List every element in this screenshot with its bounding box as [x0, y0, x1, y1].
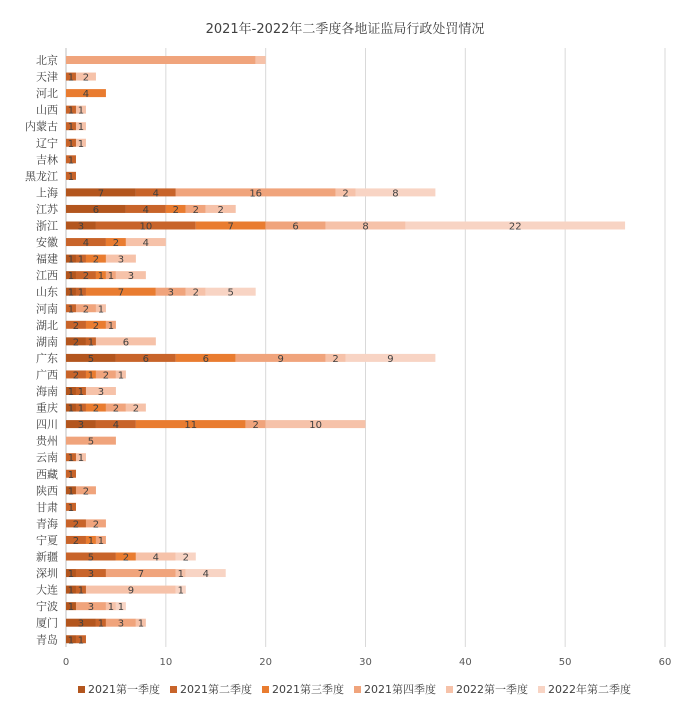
data-label: 3	[97, 387, 105, 398]
y-tick-label: 山西	[36, 103, 58, 117]
data-label: 4	[152, 552, 160, 564]
data-label: 1	[77, 254, 85, 266]
legend-label: 2021第一季度	[88, 683, 160, 696]
y-tick-label: 云南	[36, 451, 58, 465]
y-tick-label: 甘肃	[36, 500, 58, 514]
data-label: 3	[87, 602, 95, 614]
data-label: 2	[112, 238, 120, 250]
y-tick-label: 山东	[36, 285, 58, 299]
data-label: 1	[77, 453, 85, 465]
data-label: 5	[87, 436, 95, 448]
data-label: 1	[77, 105, 85, 117]
data-label: 2	[217, 204, 224, 216]
data-label: 5	[227, 287, 234, 299]
data-label: 6	[292, 221, 299, 233]
legend-swatch	[538, 686, 545, 693]
data-label: 1	[177, 585, 184, 597]
y-tick-label: 宁波	[36, 600, 58, 614]
data-label: 7	[97, 188, 105, 200]
data-label: 1	[67, 585, 75, 597]
data-label: 1	[77, 287, 85, 299]
data-label: 1	[67, 486, 75, 498]
data-label: 1	[67, 105, 75, 117]
data-label: 1	[67, 72, 75, 84]
x-tick-label: 60	[658, 657, 672, 668]
data-label: 1	[67, 502, 75, 514]
legend-label: 2021第四季度	[364, 683, 436, 696]
data-label: 1	[77, 387, 85, 398]
data-label: 2	[122, 552, 130, 564]
data-label: 1	[67, 138, 75, 150]
data-label: 1	[67, 602, 75, 614]
y-tick-label: 厦门	[36, 616, 58, 630]
data-label: 7	[117, 287, 125, 299]
data-label: 4	[112, 420, 120, 432]
y-tick-label: 内蒙古	[25, 120, 58, 134]
y-tick-label: 安徽	[36, 236, 58, 250]
data-label: 1	[67, 304, 75, 316]
data-label: 1	[77, 585, 85, 597]
data-label: 2	[132, 403, 140, 415]
data-label: 1	[67, 254, 75, 266]
y-tick-label: 陕西	[36, 484, 58, 498]
data-label: 2	[332, 353, 339, 365]
data-label: 1	[67, 271, 75, 283]
y-tick-label: 青岛	[36, 633, 58, 647]
data-label: 1	[107, 320, 115, 332]
data-label: 1	[67, 171, 75, 183]
legend-label: 2022第一季度	[456, 683, 528, 696]
y-tick-label: 河南	[36, 302, 58, 316]
y-tick-label: 贵州	[36, 434, 58, 448]
data-label: 5	[87, 353, 95, 365]
data-label: 2	[192, 204, 199, 216]
data-label: 10	[139, 221, 153, 233]
data-label: 9	[277, 353, 284, 365]
data-label: 2	[72, 337, 80, 349]
y-tick-label: 福建	[36, 252, 58, 266]
data-label: 1	[67, 635, 75, 647]
data-label: 2	[82, 486, 90, 498]
data-label: 2	[72, 535, 80, 547]
y-tick-label: 广东	[36, 351, 58, 365]
data-label: 1	[67, 387, 75, 398]
data-label: 8	[362, 221, 369, 233]
x-tick-label: 0	[62, 657, 70, 668]
data-label: 1	[67, 469, 75, 481]
y-tick-label: 新疆	[36, 550, 58, 564]
legend-label: 2022年第二季度	[548, 683, 631, 696]
data-label: 1	[117, 602, 125, 614]
data-label: 1	[87, 535, 95, 547]
data-label: 1	[67, 122, 75, 134]
y-tick-label: 河北	[36, 87, 58, 101]
data-label: 2	[192, 287, 199, 299]
legend-label: 2021第三季度	[272, 683, 344, 696]
data-label: 4	[142, 204, 150, 216]
data-label: 9	[127, 585, 135, 597]
data-label: 1	[77, 138, 85, 150]
data-label: 2	[342, 188, 349, 200]
y-tick-label: 上海	[36, 186, 58, 200]
legend-label: 2021第二季度	[180, 683, 252, 696]
y-tick-label: 江苏	[36, 202, 58, 216]
legend	[78, 682, 631, 696]
data-label: 2	[172, 204, 180, 216]
data-label: 1	[117, 370, 125, 382]
data-label: 1	[67, 569, 75, 581]
data-label: 4	[152, 188, 160, 200]
data-label: 2	[72, 519, 80, 531]
data-label: 3	[117, 618, 125, 630]
data-label: 1	[177, 569, 184, 581]
y-tick-label: 湖北	[36, 318, 58, 332]
legend-swatch	[78, 686, 85, 693]
data-label: 2	[72, 320, 80, 332]
legend-swatch	[446, 686, 453, 693]
data-label: 8	[392, 188, 399, 200]
data-label: 3	[127, 271, 135, 283]
data-label: 2	[82, 304, 90, 316]
data-label: 7	[137, 569, 145, 581]
data-label: 2	[112, 403, 120, 415]
x-tick-label: 50	[558, 657, 572, 668]
data-label: 3	[117, 254, 125, 266]
data-label: 1	[77, 403, 85, 415]
y-tick-label: 深圳	[36, 567, 58, 581]
data-label: 2	[102, 370, 110, 382]
bars	[66, 56, 625, 643]
y-tick-label: 辽宁	[36, 136, 58, 150]
data-label: 1	[67, 287, 75, 299]
data-label: 2	[92, 519, 100, 531]
y-axis-ticks	[25, 53, 59, 646]
data-label: 3	[87, 569, 95, 581]
y-tick-label: 北京	[36, 54, 58, 67]
data-label: 10	[309, 420, 322, 432]
y-tick-label: 浙江	[36, 219, 58, 233]
bar-segment	[66, 56, 256, 64]
y-tick-label: 重庆	[36, 401, 58, 415]
y-tick-label: 大连	[36, 583, 58, 597]
data-label: 2	[82, 72, 90, 84]
y-tick-label: 黑龙江	[25, 169, 58, 183]
data-label: 4	[202, 569, 209, 581]
legend-swatch	[170, 686, 177, 693]
data-label: 2	[92, 254, 100, 266]
data-label: 3	[77, 420, 85, 432]
bar-segment	[256, 56, 266, 64]
data-label: 6	[122, 337, 130, 349]
data-label: 2	[82, 271, 90, 283]
y-tick-label: 西藏	[36, 467, 58, 481]
data-label: 2	[182, 552, 189, 564]
data-label: 2	[92, 320, 100, 332]
data-label: 2	[252, 420, 259, 432]
data-label: 11	[184, 420, 198, 432]
data-label: 22	[508, 221, 522, 233]
data-label: 1	[107, 271, 115, 283]
data-label: 4	[142, 238, 150, 250]
y-tick-label: 吉林	[36, 153, 58, 167]
data-label: 5	[87, 552, 95, 564]
data-label: 1	[77, 122, 85, 134]
data-label: 6	[92, 204, 100, 216]
data-label: 1	[97, 618, 105, 630]
x-tick-label: 10	[159, 657, 173, 668]
x-tick-label: 20	[259, 657, 273, 668]
data-label: 1	[67, 403, 75, 415]
data-label: 6	[142, 353, 150, 365]
data-label: 9	[387, 353, 394, 365]
data-label: 1	[137, 618, 145, 630]
data-label: 3	[77, 618, 85, 630]
data-label: 1	[77, 635, 85, 647]
y-tick-label: 青海	[36, 517, 58, 531]
data-label: 3	[77, 221, 85, 233]
data-label: 16	[249, 188, 263, 200]
data-label: 3	[167, 287, 175, 299]
data-label: 4	[82, 238, 90, 250]
data-label: 1	[97, 535, 105, 547]
data-label: 1	[87, 337, 95, 349]
data-label: 4	[82, 89, 90, 101]
x-axis-ticks	[63, 657, 672, 668]
data-label: 7	[227, 221, 234, 233]
y-tick-label: 宁夏	[36, 533, 58, 547]
y-tick-label: 四川	[36, 418, 58, 432]
data-label: 1	[97, 271, 105, 283]
data-label: 2	[72, 370, 80, 382]
data-label: 1	[87, 370, 95, 382]
y-tick-label: 海南	[36, 385, 58, 398]
data-label: 1	[107, 602, 115, 614]
data-label: 6	[202, 353, 209, 365]
legend-swatch	[262, 686, 269, 693]
data-label: 1	[67, 453, 75, 465]
y-tick-label: 江西	[36, 269, 58, 283]
x-tick-label: 40	[458, 657, 472, 668]
x-tick-label: 30	[359, 657, 372, 668]
legend-swatch	[354, 686, 361, 693]
y-tick-label: 湖南	[36, 335, 58, 349]
y-tick-label: 天津	[36, 70, 58, 84]
chart-title: 2021年-2022年二季度各地证监局行政处罚情况	[205, 22, 485, 37]
y-tick-label: 广西	[36, 368, 58, 382]
data-label: 2	[92, 403, 100, 415]
data-label: 1	[97, 304, 105, 316]
data-label: 1	[67, 155, 75, 167]
